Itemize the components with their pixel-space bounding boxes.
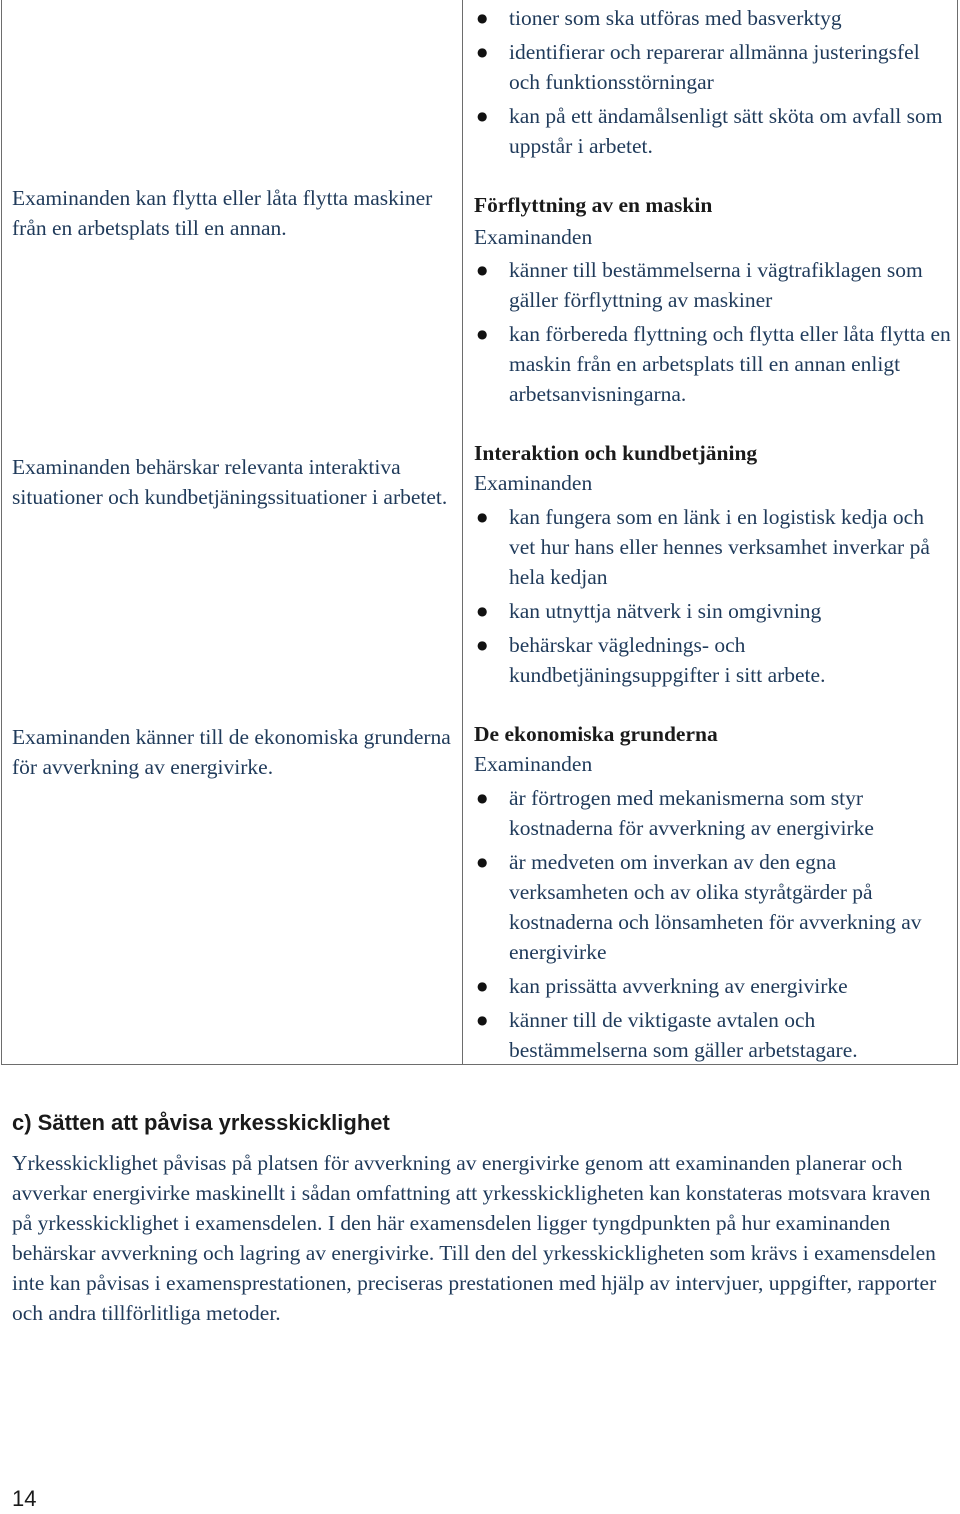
continued-bullet-item: ● kan på ett ändamålsenligt sätt sköta om avfall som uppstår i arbetet. xyxy=(474,101,952,161)
section1-bullet-item: ● känner till bestämmelserna i vägtrafiklagen som gäller förflyttning av maskiner xyxy=(474,255,952,315)
section2-bullet-item: ● kan fungera som en länk i en logistisk kedja och vet hur hans eller hennes verksamhet inverkar på hela kedjan xyxy=(474,502,952,592)
section3-bullet-item: ● är medveten om inverkan av den egna verksamheten och av olika styråtgärder på kostnaderna och lönsamheten för avverkning av energivirke xyxy=(474,847,952,967)
section-title-moving-machine: Förflyttning av en maskin xyxy=(474,193,713,217)
section-c-paragraph: Yrkesskicklighet påvisas på platsen för avverkning av energivirke genom att examinanden planerar och avverkar energivirke maskinellt i sådan omfattning att yrkesskickligheten kan konstateras motsvara kraven på yrkesskicklighet i examensdelen. I den här examensdelen ligger tyngdpunkten på hur examinanden behärskar avverkning och lagring av energivirke. Till den del yrkesskickligheten som krävs i examensdelen inte kan påvisas i examensprestationen, preciseras prestationen med hjälp av intervjuer, uppgifter, rapporter och andra tillförlitliga metoder. xyxy=(12,1151,937,1325)
left-criterion-economics: Examinanden känner till de ekonomiska grunderna för avverkning av energivirke. xyxy=(12,725,451,779)
section-title-economics: De ekonomiska grunderna xyxy=(474,722,718,746)
continued-bullet-item: ● tioner som ska utföras med basverktyg xyxy=(474,3,952,33)
section-subject: Examinanden xyxy=(474,225,593,249)
section-c-heading: c) Sätten att påvisa yrkesskicklighet xyxy=(12,1110,390,1135)
section2-bullet-item: ● behärskar väglednings- och kundbetjäningsuppgifter i sitt arbete. xyxy=(474,630,952,690)
section1-bullet-item: ● kan förbereda flyttning och flytta eller låta flytta en maskin från en arbetsplats till en annan enligt arbetsanvisningarna. xyxy=(474,319,952,409)
section-title-interaction: Interaktion och kundbetjäning xyxy=(474,441,758,465)
section3-bullet-list xyxy=(474,783,952,1069)
section2-bullet-item: ● kan utnyttja nätverk i sin omgivning xyxy=(474,596,952,626)
section-subject: Examinanden xyxy=(474,752,593,776)
left-criterion-interaction: Examinanden behärskar relevanta interaktiva situationer och kundbetjäningssituationer i arbetet. xyxy=(12,455,448,509)
section2-bullet-list xyxy=(474,502,952,694)
criteria-left-column xyxy=(2,0,463,1065)
section-subject: Examinanden xyxy=(474,471,593,495)
continued-bullet-item: ● identifierar och reparerar allmänna justeringsfel och funktionsstörningar xyxy=(474,37,952,97)
section3-bullet-item: ● känner till de viktigaste avtalen och bestämmelserna som gäller arbetstagare. xyxy=(474,1005,952,1065)
section3-bullet-item: ● är förtrogen med mekanismerna som styr kostnaderna för avverkning av energivirke xyxy=(474,783,952,843)
section3-bullet-item: ● kan prissätta avverkning av energivirke xyxy=(474,971,952,1001)
left-criterion-moving: Examinanden kan flytta eller låta flytta maskiner från en arbetsplats till en annan. xyxy=(12,186,433,240)
continued-bullet-list xyxy=(474,3,952,165)
page-number: 14 xyxy=(12,1486,37,1511)
section1-bullet-list xyxy=(474,255,952,413)
